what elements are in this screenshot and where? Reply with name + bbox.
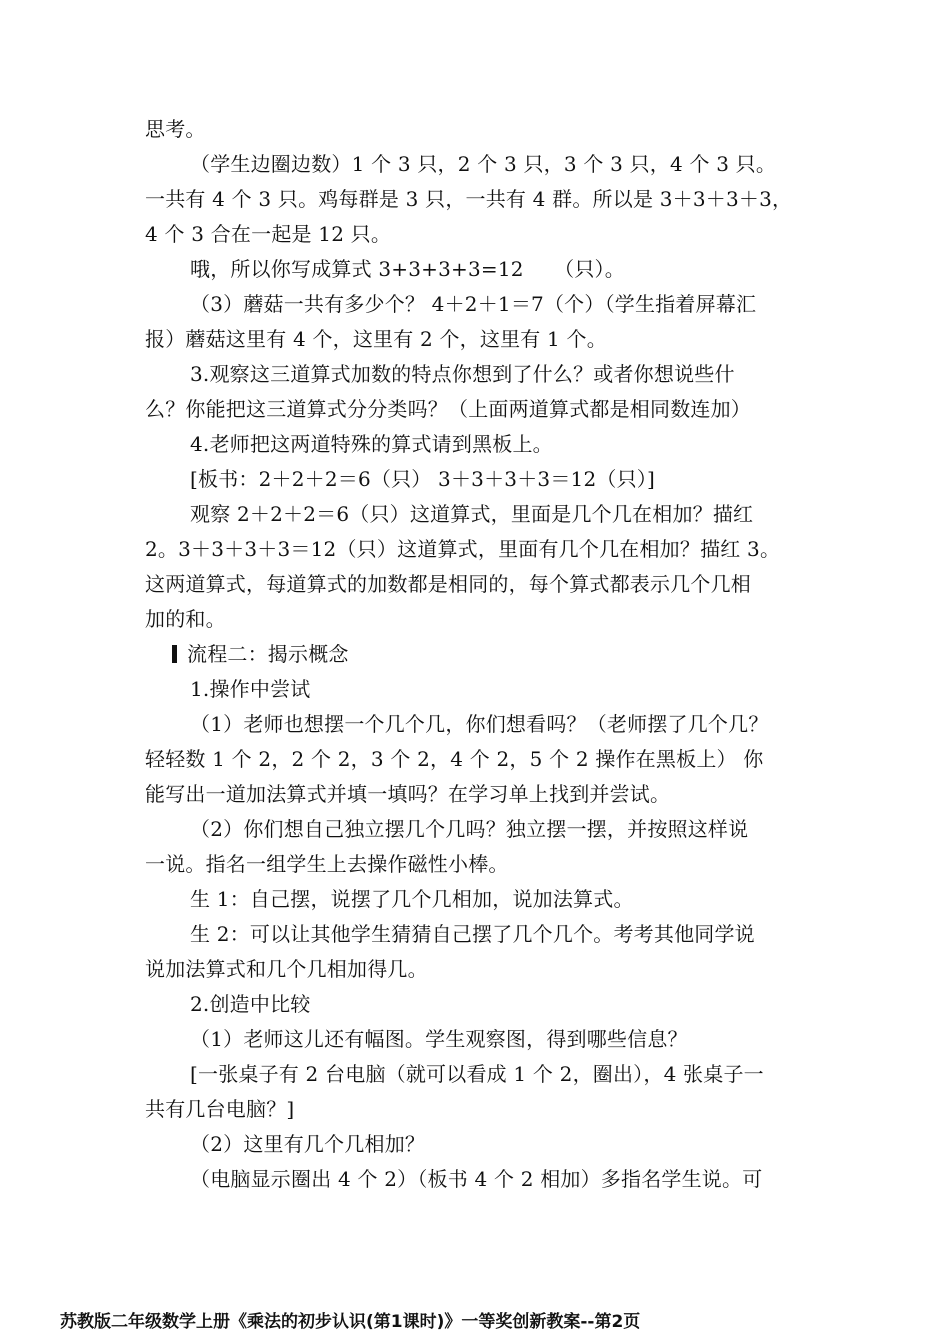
- text-line: 能写出一道加法算式并填一填吗？在学习单上找到并尝试。: [145, 782, 671, 806]
- subsection-heading: 2.创造中比较: [190, 992, 311, 1016]
- text-line: 哦，所以你写成算式 3+3+3+3=12 （只）。: [190, 257, 625, 281]
- text-line: 生 1：自己摆，说摆了几个几相加，说加法算式。: [190, 887, 634, 911]
- text-line: 加的和。: [145, 607, 226, 631]
- section-marker-icon: [172, 645, 177, 663]
- text-line: （2）你们想自己独立摆几个几吗？独立摆一摆，并按照这样说: [190, 817, 749, 841]
- text-line: 说加法算式和几个几相加得几。: [145, 957, 428, 981]
- text-line: 4.老师把这两道特殊的算式请到黑板上。: [190, 432, 553, 456]
- text-line: （2）这里有几个几相加？: [190, 1132, 426, 1156]
- text-line: （1）老师也想摆一个几个几，你们想看吗？（老师摆了几个几？: [190, 712, 769, 736]
- text-line: [一张桌子有 2 台电脑（就可以看成 1 个 2，圈出），4 张桌子一: [190, 1062, 764, 1086]
- section-heading-text: 流程二：揭示概念: [187, 642, 349, 666]
- text-line: 共有几台电脑？]: [145, 1097, 295, 1121]
- text-line: 4 个 3 合在一起是 12 只。: [145, 222, 392, 246]
- text-line: （3）蘑菇一共有多少个？ 4＋2＋1＝7（个）（学生指着屏幕汇: [190, 292, 757, 316]
- text-line: 轻轻数 1 个 2，2 个 2，3 个 2，4 个 2，5 个 2 操作在黑板上） 你: [145, 747, 764, 771]
- text-line: 3.观察这三道算式加数的特点你想到了什么？或者你想说些什: [190, 362, 735, 386]
- blackboard-note: [板书：2＋2＋2＝6（只） 3＋3＋3＋3＝12（只）]: [190, 467, 656, 491]
- text-line: 这两道算式，每道算式的加数都是相同的，每个算式都表示几个几相: [145, 572, 751, 596]
- text-line: 一共有 4 个 3 只。鸡每群是 3 只，一共有 4 群。所以是 3＋3＋3＋3，: [145, 187, 793, 211]
- text-line: 观察 2＋2＋2＝6（只）这道算式，里面是几个几在相加？描红: [190, 502, 754, 526]
- text-line: （1）老师这儿还有幅图。学生观察图，得到哪些信息？: [190, 1027, 688, 1051]
- text-line: 思考。: [145, 117, 206, 141]
- text-line: 报）蘑菇这里有 4 个，这里有 2 个，这里有 1 个。: [145, 327, 607, 351]
- text-line: 么？你能把这三道算式分分类吗？（上面两道算式都是相同数连加）: [145, 397, 751, 421]
- page-footer: 苏教版二年级数学上册《乘法的初步认识(第1课时)》一等奖创新教案--第2页: [60, 1312, 641, 1332]
- text-line: （学生边圈边数）1 个 3 只，2 个 3 只，3 个 3 只，4 个 3 只。: [190, 152, 777, 176]
- text-line: （电脑显示圈出 4 个 2）（板书 4 个 2 相加）多指名学生说。可: [190, 1167, 763, 1191]
- subsection-heading: 1.操作中尝试: [190, 677, 311, 701]
- text-line: 一说。指名一组学生上去操作磁性小棒。: [145, 852, 509, 876]
- section-heading: [172, 637, 810, 671]
- text-line: 2。3＋3＋3＋3＝12（只）这道算式，里面有几个几在相加？描红 3。: [145, 537, 781, 561]
- text-line: 生 2：可以让其他学生猜猜自己摆了几个几个。考考其他同学说: [190, 922, 755, 946]
